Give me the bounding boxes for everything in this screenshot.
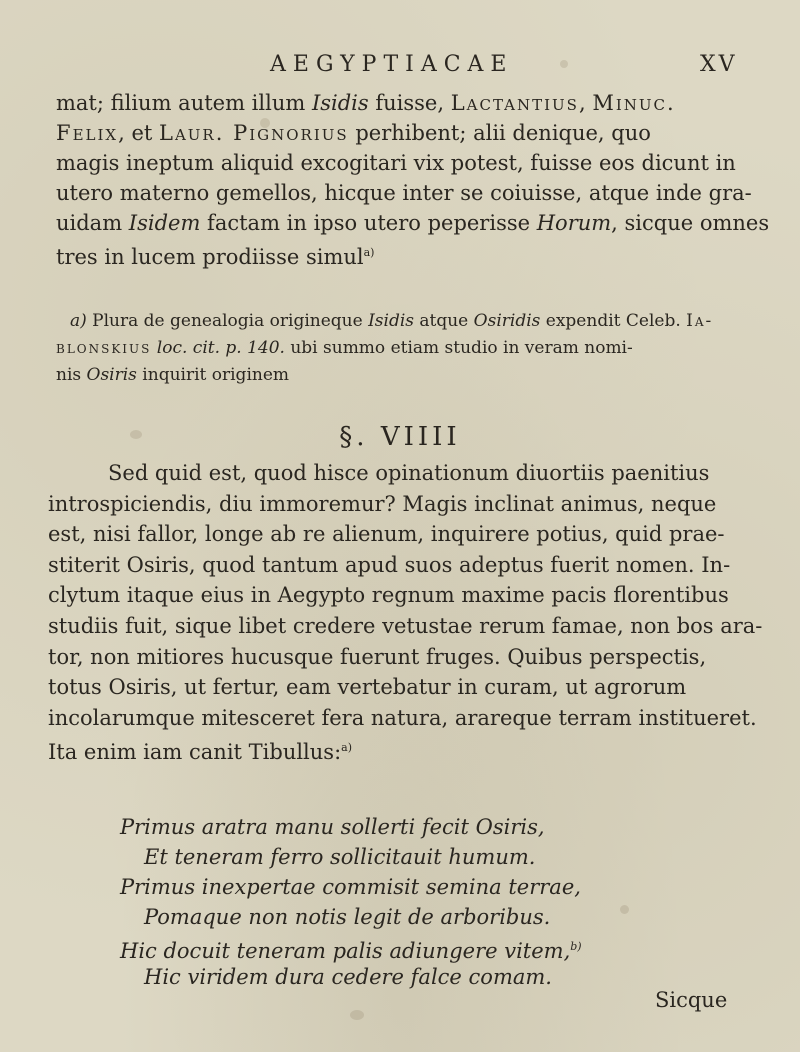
text-line: introspiciendis, diu immoremur? Magis inclinat animus, neque: [48, 491, 717, 516]
section-paragraph: [48, 458, 763, 765]
running-title: AEGYPTIACAE: [270, 52, 514, 77]
verse-line: Pomaque non notis legit de arboribus.: [144, 905, 551, 929]
text-line: Felix, et Laur. Pignorius perhibent; alii denique, quo: [56, 121, 651, 145]
section-heading: §. VIIII: [339, 422, 461, 452]
footnote-line: blonskius loc. cit. p. 140. ubi summo etiam studio in veram nomi-: [56, 338, 633, 358]
text-line: mat; filium autem illum Isidis fuisse, Lactantius, Minuc.: [56, 91, 676, 115]
verse-line: Primus aratra manu sollerti fecit Osiris,: [120, 815, 545, 839]
text-line: utero materno gemellos, hicque inter se coiuisse, atque inde gra-: [56, 181, 752, 205]
text-line: clytum itaque eius in Aegypto regnum maxime pacis florentibus: [48, 583, 729, 608]
page-header: [0, 52, 800, 86]
paper-stain: [350, 1010, 364, 1020]
footnote: [56, 308, 746, 389]
verse-line: Hic docuit teneram palis adiungere vitem,$^{b)}$: [120, 939, 582, 963]
footnote-line: nis Osiris inquirit originem: [56, 365, 290, 385]
verse-line: Et teneram ferro sollicitauit humum.: [144, 845, 536, 869]
footnote-marker: a): [70, 311, 87, 331]
text-line: tor, non mitiores hucusque fuerunt fruges. Quibus perspectis,: [48, 644, 707, 669]
text-line: Ita enim iam canit Tibullus:$^{a)}$: [48, 740, 353, 765]
text-line: incolarumque mitesceret fera natura, arareque terram institueret.: [48, 705, 757, 730]
footnote-reference: b): [570, 940, 582, 953]
footnote-line: a) Plura de genealogia origineque Isidis atque Osiridis expendit Celeb. Ia-: [70, 311, 714, 331]
footnote-reference: a): [341, 741, 353, 755]
text-line: totus Osiris, ut fertur, eam vertebatur in curam, ut agrorum: [48, 675, 687, 700]
text-line: studiis fuit, sique libet credere vetustae rerum famae, non bos ara-: [48, 613, 763, 638]
text-line: stiterit Osiris, quod tantum apud suos adeptus fuerit nomen. In-: [48, 552, 731, 577]
verse-quotation: [118, 812, 738, 992]
text-line: Sed quid est, quod hisce opinationum diuortiis paenitius: [108, 461, 710, 485]
footnote-reference: a): [363, 246, 375, 259]
text-line: tres in lucem prodiisse simul$^{a)}$: [56, 245, 375, 269]
page-number: XV: [700, 52, 738, 77]
catchword: Sicque: [655, 988, 728, 1012]
verse-line: Primus inexpertae commisit semina terrae,: [120, 875, 581, 899]
paragraph-top: [56, 88, 770, 269]
text-line: est, nisi fallor, longe ab re alienum, inquirere potius, quid prae-: [48, 522, 725, 547]
text-line: uidam Isidem factam in ipso utero peperisse Horum, sicque omnes: [56, 211, 770, 235]
verse-line: Hic viridem dura cedere falce comam.: [144, 965, 552, 989]
text-line: magis ineptum aliquid excogitari vix potest, fuisse eos dicunt in: [56, 151, 736, 175]
